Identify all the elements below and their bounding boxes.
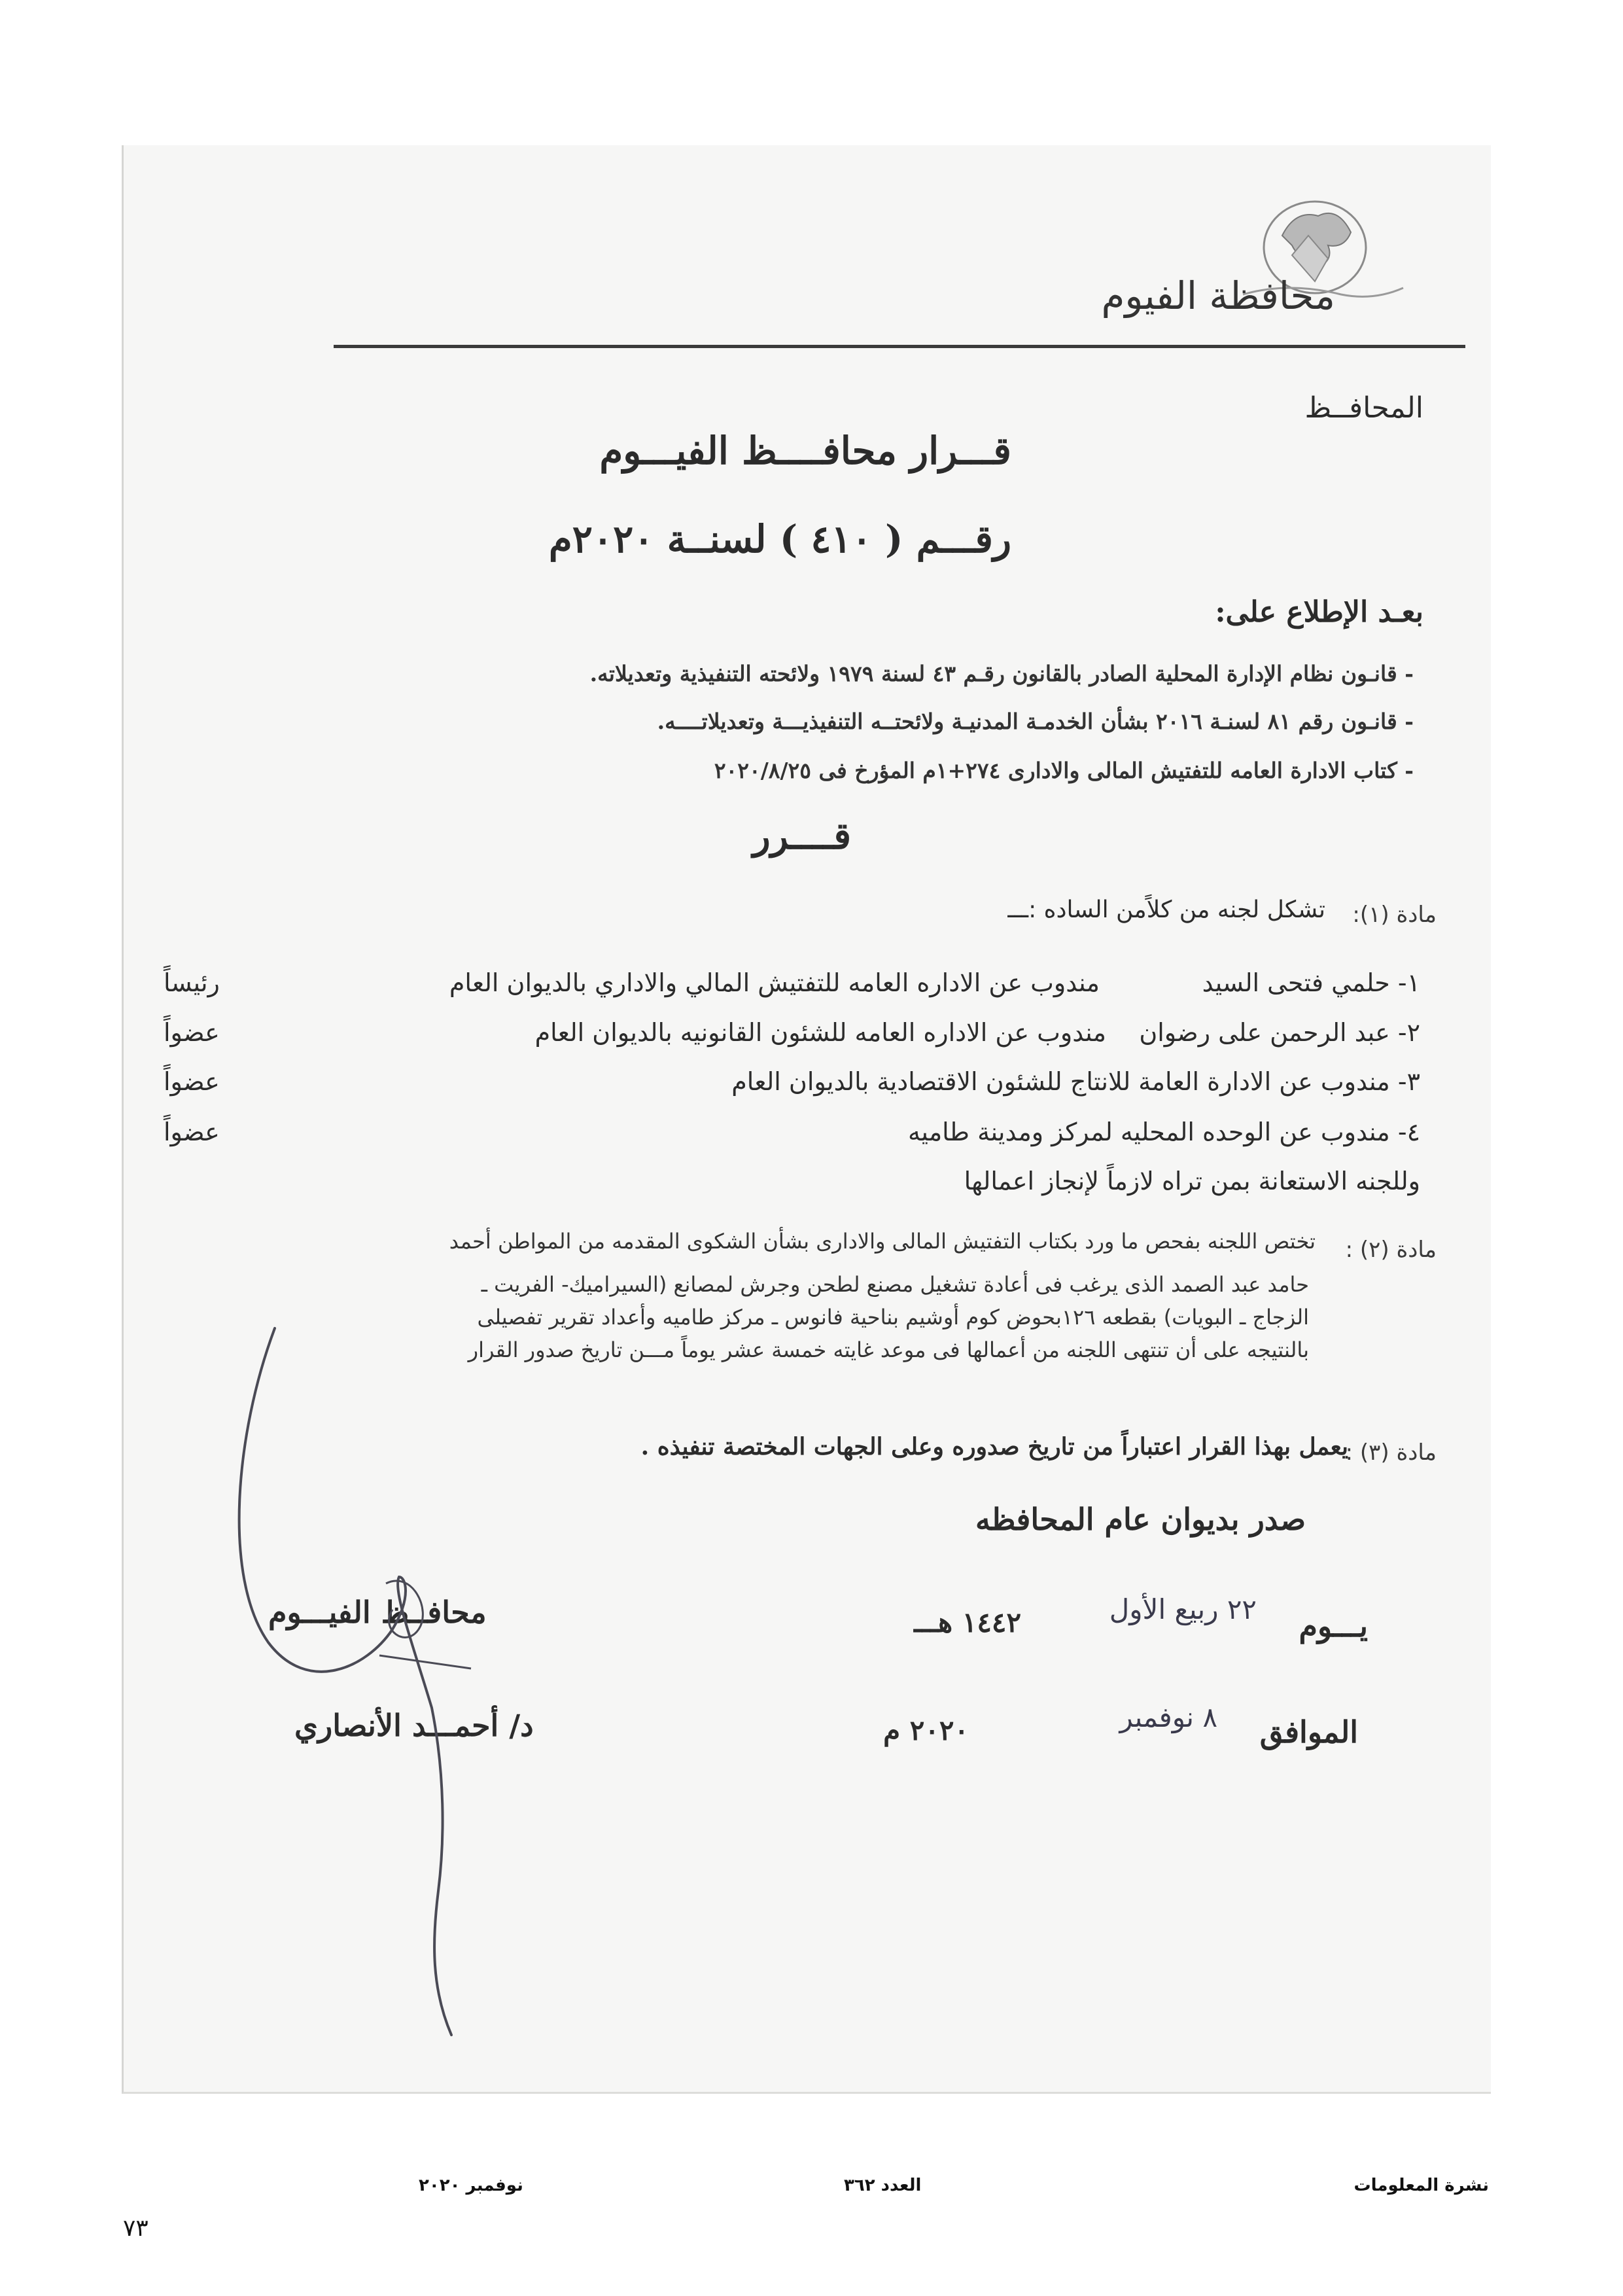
committee-member-position: رئيساً — [164, 968, 220, 997]
gregorian-date-handwritten: ٨ نوفمبر — [1119, 1701, 1217, 1733]
committee-member-name: ٣- مندوب عن الادارة العامة للانتاج للشئون الاقتصادية بالديوان العام — [731, 1067, 1420, 1096]
preamble-reference: - قانـون رقم ٨١ لسنـة ٢٠١٦ بشأن الخدمـة المدنيـة ولائحتــه التنفيذيـــة وتعديلاتــــه. — [657, 709, 1414, 734]
hijri-date-handwritten: ٢٢ ربيع الأول — [1109, 1593, 1257, 1625]
article-2-line: تختص اللجنه بفحص ما ورد بكتاب التفتيش المالى والادارى بشأن الشكوى المقدمه من المواطن أحمد — [449, 1229, 1316, 1254]
corresponding-label: الموافق — [1259, 1714, 1358, 1750]
governorate-name: محافظة الفيوم — [1101, 274, 1335, 318]
page-number: ٧٣ — [123, 2215, 148, 2242]
decision-number: رقـــم ( ٤١٠ ) لسنــة ٢٠٢٠م — [548, 517, 1011, 561]
article-2-label: مادة (٢) : — [1345, 1237, 1437, 1263]
committee-member-name: ٤- مندوب عن الوحده المحليه لمركز ومدينة طاميه — [907, 1118, 1420, 1146]
article-2-line: حامد عبد الصمد الذى يرغب فى أعادة تشغيل مصنع لطحن وجرش لمصانع (السيراميك- الفريت ـ — [481, 1272, 1309, 1297]
article-1-text: تشكل لجنه من كلاًمن الساده :ـــ — [1007, 896, 1325, 923]
committee-member-position: عضواً — [164, 1018, 220, 1047]
header-divider — [334, 345, 1465, 348]
preamble-heading: بعـد الإطلاع على: — [1215, 595, 1423, 629]
article-3-text: يعمل بهذا القرار اعتباراً من تاريخ صدوره وعلى الجهات المختصة تنفيذه . — [640, 1433, 1348, 1460]
committee-member-role: مندوب عن الاداره العامه للتفتيش المالي والاداري بالديوان العام — [449, 968, 1100, 997]
article-2-line: الزجاج ـ البويات) بقطعه ١٢٦بحوض كوم أوشيم بناحية فانوس ـ مركز طاميه وأعداد تقرير تفصيلى — [477, 1305, 1309, 1330]
decided-heading: قــــرر — [752, 815, 851, 858]
article-1-label: مادة (١): — [1352, 902, 1437, 928]
committee-member-name: ١- حلمي فتحى السيد — [1202, 968, 1420, 997]
hijri-year: ١٤٤٢ هـــ — [914, 1606, 1021, 1638]
committee-member-name: ٢- عبد الرحمن على رضوان — [1139, 1018, 1420, 1047]
signatory-name: د/ أحمـــد الأنصاري — [294, 1708, 534, 1743]
day-label: يـــوم — [1299, 1608, 1368, 1644]
preamble-reference: - قانـون نظام الإدارة المحلية الصادر بالقانون رقـم ٤٣ لسنة ١٩٧٩ ولائحته التنفيذية وتعديلاته. — [589, 661, 1414, 686]
committee-member-position: عضواً — [164, 1067, 220, 1096]
governor-title: المحافــظ — [1304, 391, 1423, 425]
issued-at: صدر بديوان عام المحافظه — [975, 1502, 1306, 1537]
gregorian-year: ٢٠٢٠ م — [883, 1714, 969, 1746]
footer-issue: العدد ٣٦٢ — [844, 2176, 922, 2195]
decision-title: قـــرار محافــــظ الفيـــوم — [599, 429, 1011, 473]
committee-assistance-note: وللجنه الاستعانة بمن تراه لازماً لإنجاز اعمالها — [964, 1167, 1420, 1195]
article-3-label: مادة (٣) : — [1345, 1439, 1437, 1466]
committee-member-position: عضواً — [164, 1118, 220, 1146]
handwritten-signature — [196, 1302, 654, 2055]
article-2-line: بالنتيجه على أن تنتهى اللجنه من أعمالها فى موعد غايته خمسة عشر يوماً مـــن تاريخ صدور القرار — [468, 1337, 1309, 1362]
committee-member-role: مندوب عن الاداره العامه للشئون القانونيه بالديوان العام — [534, 1018, 1106, 1047]
footer-date: نوفمبر ٢٠٢٠ — [419, 2176, 523, 2195]
footer-publication: نشرة المعلومات — [1353, 2176, 1489, 2195]
signatory-title: محافــظ الفيـــوم — [268, 1595, 487, 1630]
preamble-reference: - كتاب الادارة العامه للتفتيش المالى والادارى ٢٧٤+١م المؤرخ فى ٢٠٢٠/٨/٢٥ — [714, 758, 1414, 783]
